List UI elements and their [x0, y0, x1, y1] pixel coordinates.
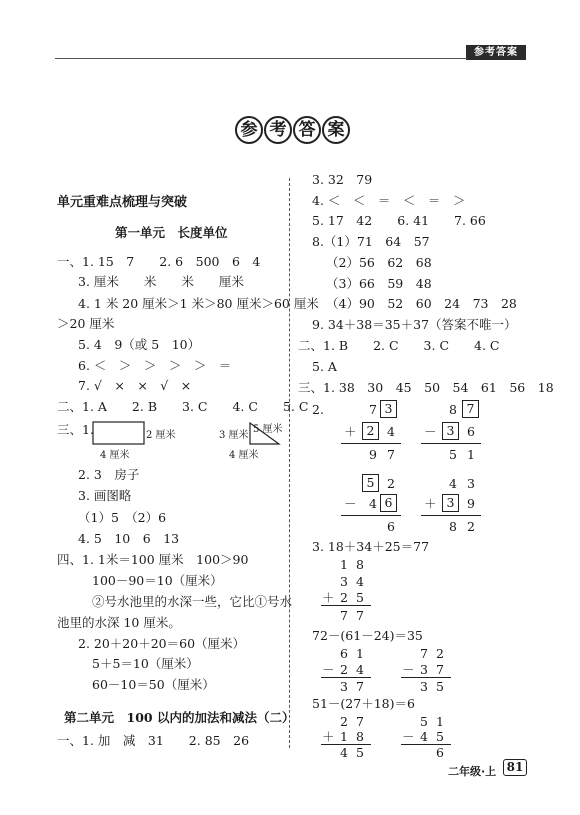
title-char-1: 参 — [235, 116, 263, 144]
title-char-2: 考 — [264, 116, 292, 144]
answer-box: 3 — [442, 422, 459, 440]
digit: 8 — [449, 519, 457, 534]
digit: 4 — [387, 424, 395, 439]
u1-part4-l7: 60－10＝50（厘米） — [92, 677, 215, 692]
r-part3-q2: 2. — [312, 402, 324, 417]
digit: 4 — [340, 745, 348, 760]
digit: 2 — [340, 662, 348, 677]
digit: 5 — [436, 729, 444, 744]
answer-box: 2 — [362, 422, 379, 440]
r-part3-q3: 3. 18＋34＋25＝77 — [312, 539, 430, 554]
digit: 4 — [356, 574, 364, 589]
digit: 2 — [467, 519, 475, 534]
title-char-4: 案 — [322, 116, 350, 144]
digit: 2 — [340, 714, 348, 729]
digit: 2 — [340, 590, 348, 605]
u1-part4-l4: 池里的水深 10 厘米。 — [57, 615, 181, 630]
operator: － — [344, 496, 357, 511]
digit: 8 — [449, 402, 457, 417]
page-number: 81 — [503, 759, 527, 776]
r-part2-a: 二、1. B 2. C 3. C 4. C — [298, 338, 500, 353]
r-part2-b: 5. A — [312, 359, 337, 374]
digit: 7 — [420, 646, 428, 661]
digit: 7 — [340, 608, 348, 623]
digit: 4 — [356, 662, 364, 677]
digit: 3 — [420, 662, 428, 677]
equation-2: 72－(61－24)＝35 — [312, 628, 423, 643]
digit: 1 — [340, 729, 348, 744]
u1-part1-q3: 3. 厘米 米 米 厘米 — [78, 274, 244, 289]
operator: ＋ — [424, 496, 437, 511]
digit: 1 — [340, 557, 348, 572]
calc-line — [321, 605, 371, 606]
digit: 6 — [387, 519, 395, 534]
triangle-base-label: 4 厘米 — [229, 450, 259, 461]
digit: 2 — [387, 476, 395, 491]
digit: 8 — [356, 557, 364, 572]
answer-box: 7 — [462, 400, 479, 418]
answer-box: 3 — [442, 494, 459, 512]
header-tag: 参考答案 — [466, 45, 526, 60]
r-q5-7: 5. 17 42 6. 41 7. 66 — [312, 213, 486, 228]
digit: 7 — [369, 402, 377, 417]
u1-part1-q4a: 4. 1 米 20 厘米＞1 米＞80 厘米＞60 厘米 — [78, 296, 319, 311]
u2-part1: 一、1. 加 减 31 2. 85 26 — [57, 733, 250, 748]
u1-part4-l5: 2. 20＋20＋20＝60（厘米） — [78, 636, 246, 651]
r-q8-3: （3）66 59 48 — [326, 276, 432, 291]
u1-part1-q1: 一、1. 15 7 2. 6 500 6 4 — [57, 254, 261, 269]
title-char-3: 答 — [293, 116, 321, 144]
operator: ＋ — [322, 729, 335, 744]
digit: 3 — [420, 679, 428, 694]
digit: 1 — [467, 447, 475, 462]
digit: 9 — [467, 496, 475, 511]
operator: ＋ — [344, 424, 357, 439]
r-q8-1: 8.（1）71 64 57 — [312, 234, 430, 249]
digit: 7 — [387, 447, 395, 462]
r-q8-4: （4）90 52 60 24 73 28 — [326, 296, 517, 311]
digit: 7 — [356, 714, 364, 729]
rectangle-shape — [93, 422, 144, 444]
u1-part1-q5: 5. 4 9（或 5 10） — [78, 337, 201, 352]
u1-part1-q6: 6. ＜ ＞ ＞ ＞ ＞ ＝ — [78, 358, 232, 373]
digit: 5 — [449, 447, 457, 462]
digit: 6 — [467, 424, 475, 439]
calc-line — [401, 677, 451, 678]
calc-line — [421, 515, 481, 516]
r-q4: 4. ＜ ＜ ＝ ＜ ＝ ＞ — [312, 193, 466, 208]
digit: 3 — [467, 476, 475, 491]
answer-box: 5 — [362, 474, 379, 492]
operator: － — [424, 424, 437, 439]
digit: 5 — [436, 679, 444, 694]
u1-part4-l1: 四、1. 1米＝100 厘米 100＞90 — [57, 552, 249, 567]
u1-part1-q7: 7. √ × × √ × — [78, 378, 192, 393]
digit: 4 — [369, 496, 377, 511]
digit: 6 — [436, 745, 444, 760]
r-q9: 9. 34＋38＝35＋37（答案不唯一） — [312, 317, 517, 332]
digit: 1 — [356, 646, 364, 661]
digit: 7 — [436, 662, 444, 677]
u1-part2: 二、1. A 2. B 3. C 4. C 5. C — [57, 399, 309, 414]
digit: 1 — [436, 714, 444, 729]
digit: 8 — [356, 729, 364, 744]
calc-line — [341, 515, 401, 516]
grade-label: 二年级·上 — [448, 765, 497, 778]
header-rule — [55, 58, 467, 59]
digit: 9 — [369, 447, 377, 462]
equation-3: 51－(27＋18)＝6 — [312, 696, 415, 711]
rect-width-label: 4 厘米 — [100, 450, 130, 461]
r-q8-2: （2）56 62 68 — [326, 255, 432, 270]
calc-line — [341, 443, 401, 444]
digit: 5 — [356, 745, 364, 760]
u1-part4-l3: ②号水池里的水深一些，它比①号水 — [92, 594, 293, 609]
digit: 3 — [340, 679, 348, 694]
triangle-hyp-label: 5 厘米 — [253, 424, 283, 435]
u1-part3-q4: 4. 5 10 6 13 — [78, 531, 180, 546]
u1-part3-q3b: （1）5 （2）6 — [78, 510, 167, 525]
u1-part3-q1: 三、1. — [57, 422, 94, 437]
calc-line — [421, 443, 481, 444]
digit: 2 — [436, 646, 444, 661]
operator: ＋ — [322, 590, 335, 605]
triangle-left-label: 3 厘米 — [219, 430, 249, 441]
digit: 5 — [420, 714, 428, 729]
digit: 7 — [356, 679, 364, 694]
digit: 3 — [340, 574, 348, 589]
answer-box: 6 — [380, 494, 397, 512]
rect-height-label: 2 厘米 — [146, 430, 176, 441]
u1-part3-q2: 2. 3 房子 — [78, 467, 140, 482]
unit1-title: 第一单元 长度单位 — [115, 225, 228, 240]
r-part3-q1: 三、1. 38 30 45 50 54 61 56 18 — [298, 380, 554, 395]
digit: 5 — [356, 590, 364, 605]
answer-box: 3 — [380, 400, 397, 418]
operator: － — [402, 662, 415, 677]
unit2-title: 第二单元 100 以内的加法和减法（二） — [64, 710, 295, 725]
calc-line — [321, 677, 371, 678]
digit: 4 — [449, 476, 457, 491]
operator: － — [402, 729, 415, 744]
r-q3: 3. 32 79 — [312, 172, 373, 187]
section-title: 单元重难点梳理与突破 — [57, 195, 188, 210]
digit: 4 — [420, 729, 428, 744]
digit: 6 — [340, 646, 348, 661]
u1-part1-q4b: ＞20 厘米 — [57, 316, 115, 331]
u1-part4-l2: 100－90＝10（厘米） — [92, 573, 223, 588]
u1-part3-q3: 3. 画图略 — [78, 488, 132, 503]
operator: － — [322, 662, 335, 677]
u1-part4-l6: 5＋5＝10（厘米） — [92, 656, 199, 671]
digit: 7 — [356, 608, 364, 623]
